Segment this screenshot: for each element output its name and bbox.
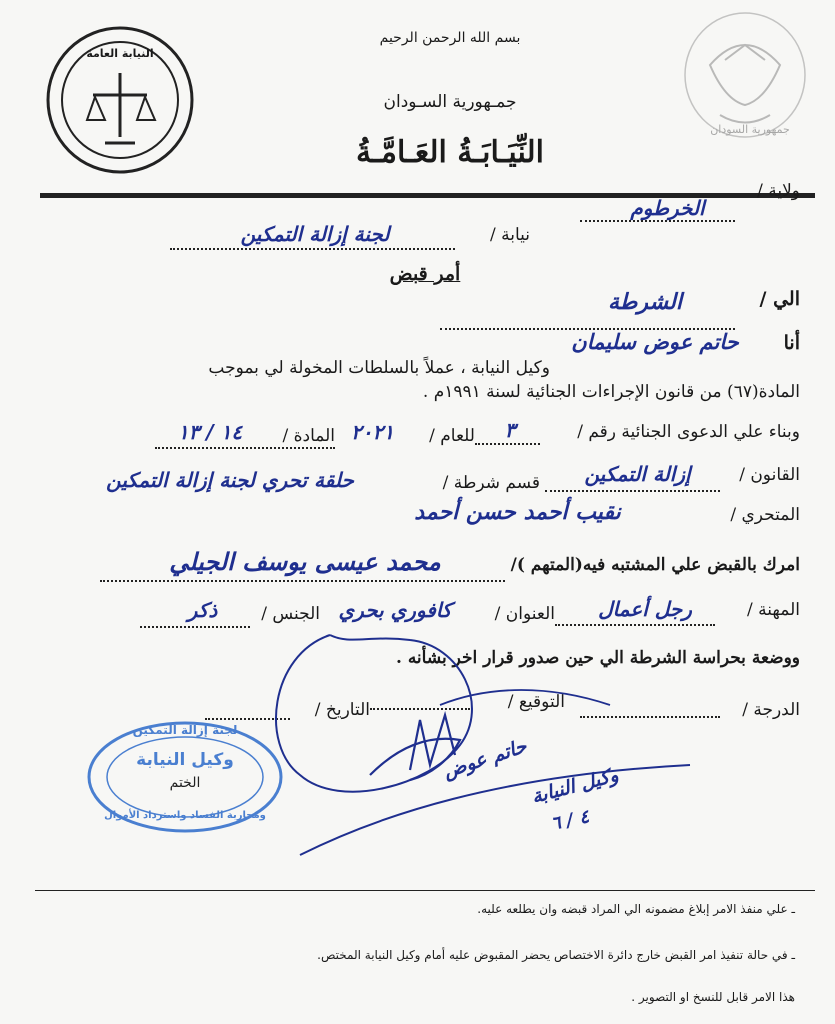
case-value: ٣ bbox=[504, 418, 516, 442]
article-label: المادة / bbox=[282, 426, 335, 446]
to-value: الشرطة bbox=[608, 290, 682, 315]
document-title: أمر قبض bbox=[389, 263, 461, 285]
law-label: القانون / bbox=[739, 465, 800, 485]
footer-note-1: ـ علي منفذ الامر إبلاغ مضمونه الي المراد قبضه وان يطلعه عليه. bbox=[477, 902, 795, 916]
job-label: المهنة / bbox=[747, 600, 800, 620]
address-value: كافوري بحري bbox=[338, 598, 452, 622]
signature-name-1: حاتم عوض bbox=[440, 735, 530, 783]
accused-value: محمد عيسى يوسف الجيلي bbox=[169, 548, 441, 576]
office-title: النِّيَـابَـةُ العَـامَّـةُ bbox=[356, 135, 544, 170]
footer-note-2: ـ في حالة تنفيذ امر القبض خارج دائرة الاختصاص يحضر المقبوض عليه أمام وكيل النيابة المختص. bbox=[317, 948, 795, 962]
job-value: رجل أعمال bbox=[598, 597, 692, 621]
gender-value: ذكر bbox=[187, 598, 218, 622]
address-label: العنوان / bbox=[494, 604, 555, 624]
law-line bbox=[545, 490, 720, 492]
article-line: المادة(٦٧) من قانون الإجراءات الجنائية لسنة ١٩٩١م . bbox=[422, 382, 800, 402]
case-label: وبناء علي الدعوى الجنائية رقم / bbox=[577, 422, 800, 442]
basmala: بسم الله الرحمن الرحيم bbox=[379, 30, 521, 46]
to-label: الي / bbox=[759, 288, 800, 310]
sudan-emblem bbox=[670, 5, 820, 150]
gender-label: الجنس / bbox=[261, 604, 320, 624]
law-value: إزالة التمكين bbox=[584, 462, 691, 486]
accused-line bbox=[100, 580, 505, 582]
prosecution-label: نيابة / bbox=[489, 225, 530, 245]
stamp-middle: وكيل النيابة bbox=[136, 750, 234, 770]
i-text: وكيل النيابة ، عملاً بالسلطات المخولة لي بموجب bbox=[208, 358, 550, 378]
police-value: حلقة تحري لجنة إزالة التمكين bbox=[106, 468, 354, 492]
custody-text: ووضعة بحراسة الشرطة الي حين صدور قرار اخر بشأنه . bbox=[395, 648, 800, 668]
investigator-value: نقيب أحمد حسن أحمد bbox=[414, 500, 621, 525]
prosecution-value: لجنة إزالة التمكين bbox=[240, 222, 390, 246]
signature-label: التوقيع / bbox=[507, 692, 565, 712]
state-value: الخرطوم bbox=[630, 196, 705, 220]
year-value: ٢٠٢١ bbox=[351, 420, 394, 444]
stamp-top: لجنة إزالة التمكين bbox=[132, 723, 238, 737]
state-line bbox=[580, 220, 735, 222]
investigator-label: المتحري / bbox=[730, 505, 800, 525]
date-label: التاريخ / bbox=[314, 700, 370, 720]
state-label: ولاية / bbox=[757, 181, 800, 201]
signature-name-2: وكيل النيابة bbox=[529, 763, 621, 809]
official-stamp bbox=[85, 720, 285, 835]
article-line-dots bbox=[155, 447, 335, 449]
stamp-label: الختم bbox=[169, 775, 201, 791]
seal-label: النيابة العامة bbox=[86, 47, 154, 60]
police-label: قسم شرطة / bbox=[442, 473, 540, 493]
prosecution-line bbox=[170, 248, 455, 250]
i-value: حاتم عوض سليمان bbox=[571, 330, 739, 354]
footer-rule bbox=[35, 890, 815, 891]
prosecution-seal bbox=[45, 25, 195, 175]
stamp-bottom: ومحاربة الفساد واسترداد الأموال bbox=[104, 810, 266, 821]
order-label: امرك بالقبض علي المشتبه فيه(المتهم )/ bbox=[510, 555, 800, 575]
republic-title: جمـهورية السـودان bbox=[383, 92, 517, 112]
year-label: للعام / bbox=[429, 426, 475, 446]
rank-label: الدرجة / bbox=[742, 700, 800, 720]
signature-note: ٤ / ٦ bbox=[549, 806, 591, 835]
article-value: ١٤ / ١٣ bbox=[177, 420, 243, 444]
case-line bbox=[475, 443, 540, 445]
emblem-label: جمهورية السودان bbox=[710, 123, 790, 136]
footer-note-3: هذا الامر قابل للنسخ او التصوير . bbox=[631, 990, 795, 1004]
gender-line bbox=[140, 626, 250, 628]
i-label: أنا bbox=[783, 332, 800, 354]
